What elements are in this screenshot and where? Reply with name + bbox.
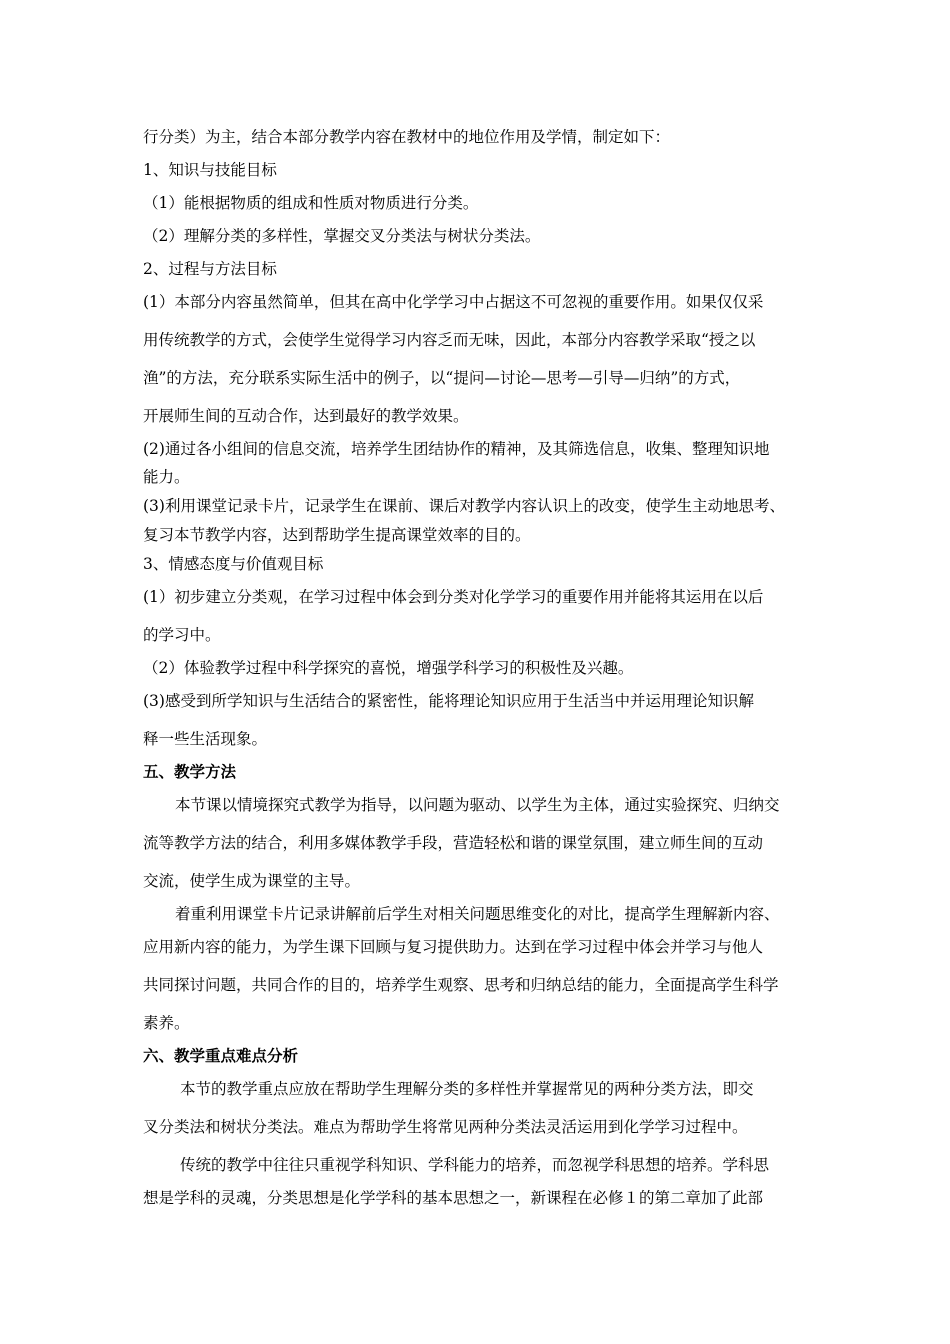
text-line: 本节课以情境探究式教学为指导，以问题为驱动、以学生为主体，通过实验探究、归纳交: [175, 796, 780, 814]
text-line: (3)感受到所学知识与生活结合的紧密性，能将理论知识应用于生活当中并运用理论知识解: [143, 692, 754, 710]
text-line: (3)利用课堂记录卡片，记录学生在课前、课后对教学内容认识上的改变，使学生主动地思考、: [143, 497, 785, 515]
subheading-attitudes-values: 3、情感态度与价值观目标: [143, 555, 324, 573]
text-line: 行分类）为主，结合本部分教学内容在教材中的地位作用及学情，制定如下：: [143, 128, 671, 146]
text-line: 共同探讨问题，共同合作的目的，培养学生观察、思考和归纳总结的能力，全面提高学生科学: [143, 976, 779, 994]
text-line: 流等教学方法的结合，利用多媒体教学手段，营造轻松和谐的课堂氛围，建立师生间的互动: [143, 834, 764, 852]
text-line: (1）本部分内容虽然简单，但其在高中化学学习中占据这不可忽视的重要作用。如果仅仅采: [143, 293, 764, 311]
section-heading-teaching-methods: 五、教学方法: [143, 762, 237, 781]
text-line: (1）初步建立分类观，在学习过程中体会到分类对化学学习的重要作用并能将其运用在以后: [143, 588, 764, 606]
text-line: （2）理解分类的多样性，掌握交叉分类法与树状分类法。: [143, 227, 541, 245]
text-line: 能力。: [143, 468, 190, 486]
text-line: 叉分类法和树状分类法。难点为帮助学生将常见两种分类法灵活运用到化学学习过程中。: [143, 1118, 748, 1136]
text-line: 用传统教学的方式，会使学生觉得学习内容乏而无味，因此，本部分内容教学采取“授之以: [143, 331, 756, 349]
text-line: 素养。: [143, 1014, 190, 1032]
text-line: （1）能根据物质的组成和性质对物质进行分类。: [143, 194, 479, 212]
text-line: 交流，使学生成为课堂的主导。: [143, 872, 361, 890]
text-line: (2)通过各小组间的信息交流，培养学生团结协作的精神，及其筛选信息，收集、整理知识地: [143, 440, 770, 458]
subheading-knowledge-skills: 1、知识与技能目标: [143, 161, 277, 179]
section-heading-key-difficult-points: 六、教学重点难点分析: [143, 1046, 299, 1065]
text-line: 释一些生活现象。: [143, 730, 268, 748]
text-line: 渔”的方法，充分联系实际生活中的例子，以“提问—讨论—思考—引导—归纳”的方式，: [143, 369, 741, 387]
text-line: 本节的教学重点应放在帮助学生理解分类的多样性并掌握常见的两种分类方法，即交: [180, 1080, 754, 1098]
text-line: 开展师生间的互动合作，达到最好的教学效果。: [143, 407, 469, 425]
text-line: 的学习中。: [143, 626, 221, 644]
text-line: 传统的教学中往往只重视学科知识、学科能力的培养，而忽视学科思想的培养。学科思: [180, 1156, 770, 1174]
text-line: 应用新内容的能力，为学生课下回顾与复习提供助力。达到在学习过程中体会并学习与他人: [143, 938, 764, 956]
text-line: 想是学科的灵魂，分类思想是化学学科的基本思想之一，新课程在必修１的第二章加了此部: [143, 1189, 764, 1207]
text-line: （2）体验教学过程中科学探究的喜悦，增强学科学习的积极性及兴趣。: [143, 659, 634, 677]
text-line: 着重利用课堂卡片记录讲解前后学生对相关问题思维变化的对比，提高学生理解新内容、: [175, 905, 780, 923]
text-line: 复习本节教学内容，达到帮助学生提高课堂效率的目的。: [143, 526, 531, 544]
subheading-process-methods: 2、过程与方法目标: [143, 260, 277, 278]
